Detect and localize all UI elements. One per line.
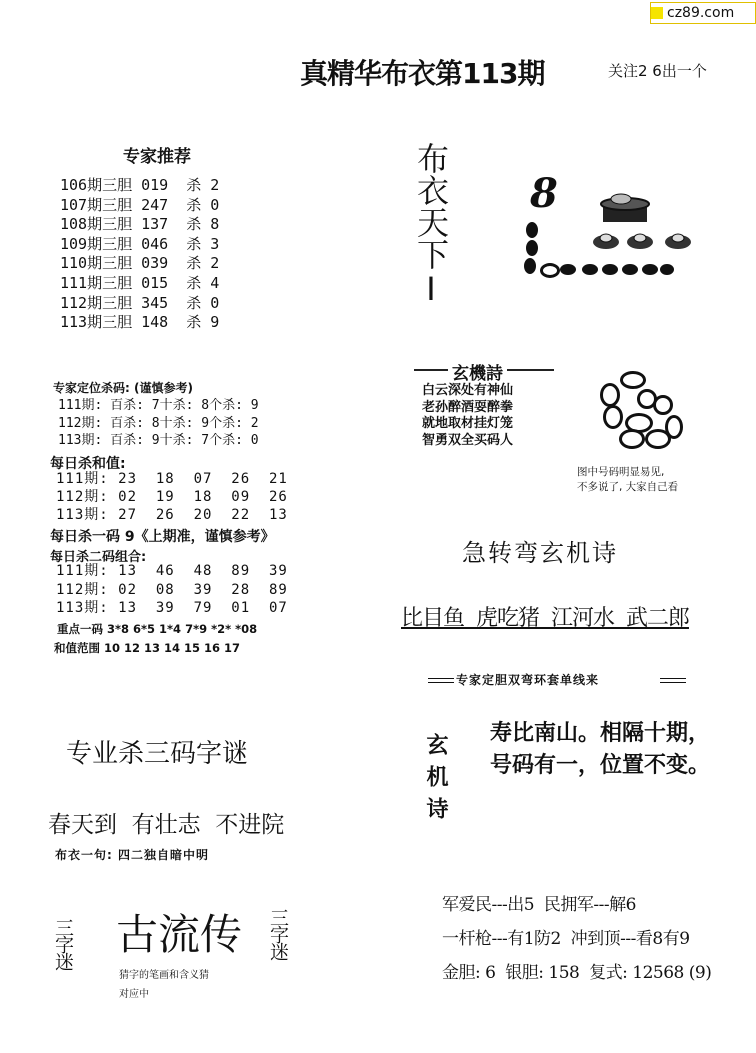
- recommend-row: 111期三胆 015 杀 4: [60, 273, 220, 292]
- digit-eight-icon: 8: [530, 170, 558, 217]
- poem-line: 白云深处有神仙: [422, 383, 514, 398]
- lantern-puzzle-image: [595, 365, 695, 455]
- xuanji-line: 寿比南山。相隔十期，: [490, 721, 711, 746]
- riddle-hint-2: 对应中: [119, 989, 149, 1000]
- logo-square-icon: [651, 7, 663, 19]
- sum-kill-list: [56, 470, 288, 524]
- final-line: 军爱民---出5 民拥军---解6: [442, 895, 636, 915]
- watermark-logo: [650, 2, 756, 24]
- sum-kill-row: 112期: 02 19 18 09 26: [56, 489, 288, 505]
- sum-kill-heading: 每日杀和值:: [50, 456, 126, 472]
- xuanji-line: 号码有一，位置不变。: [490, 753, 711, 778]
- image-caption: [577, 465, 678, 495]
- banner-rule-right: [660, 678, 686, 683]
- xuanji-lines: [490, 718, 710, 782]
- poem-title: 玄機詩: [448, 359, 507, 384]
- three-char-label-left: 三字迷: [52, 918, 74, 969]
- buyi-tianxia-label: 布衣天下I: [412, 142, 450, 308]
- poem-lines: [422, 383, 513, 449]
- gold-ingot-icon: [590, 228, 700, 252]
- expert-banner: 专家定胆双弯环套单线来: [456, 673, 600, 687]
- position-kill-row: 111期: 百杀: 7十杀: 8个杀: 9: [58, 398, 259, 413]
- position-kill-row: 112期: 百杀: 8十杀: 9个杀: 2: [58, 415, 259, 431]
- focus-note: 关注2 6出一个: [608, 62, 707, 80]
- final-line: 金胆: 6 银胆: 158 复式: 12568 (9): [442, 963, 712, 983]
- recommend-row: 107期三胆 247 杀 0: [60, 195, 220, 214]
- sum-kill-row: 111期: 23 18 07 26 21: [56, 471, 288, 487]
- buyi-sentence: 布衣一句: 四二独自暗中明: [55, 848, 209, 862]
- caption-line: 不多说了, 大家自己看: [577, 481, 679, 493]
- three-char-riddle: 古流传: [116, 910, 243, 959]
- sum-range: 和值范围 10 12 13 14 15 16 17: [54, 641, 241, 655]
- riddle-hint: 猜字的笔画和含义猜: [119, 970, 209, 981]
- key-code: 重点一码 3*8 6*5 1*4 7*9 *2* *08: [57, 622, 258, 636]
- recommend-row: 110期三胆 039 杀 2: [60, 254, 220, 273]
- page-title: 真精华布衣第113期: [300, 57, 545, 90]
- position-kill-list: [58, 397, 259, 450]
- sharp-turn-title: 急转弯玄机诗: [462, 539, 618, 567]
- three-char-label-right: 三字迷: [267, 908, 289, 959]
- xuanji-label: 玄机诗: [423, 733, 448, 829]
- sum-kill-row: 113期: 27 26 20 22 13: [56, 507, 288, 523]
- recommend-row: 108期三胆 137 杀 8: [60, 215, 220, 234]
- sharp-turn-text: 比目鱼 虎吃猪 江河水 武二郎: [401, 606, 689, 631]
- expert-recommend-list: [60, 176, 219, 333]
- recommend-row: 109期三胆 046 杀 3: [60, 234, 220, 253]
- two-code-row: 112期: 02 08 39 28 89: [56, 581, 288, 598]
- expert-recommend-heading: 专家推荐: [123, 147, 191, 167]
- recommend-row: 106期三胆 019 杀 2: [60, 176, 220, 194]
- position-kill-heading: 专家定位杀码: (谨慎参考): [53, 381, 193, 395]
- two-code-kill-heading: 每日杀二码组合:: [50, 550, 147, 565]
- treasure-basket-icon: [595, 190, 655, 226]
- two-code-row: 111期: 13 46 48 89 39: [56, 563, 288, 579]
- poem-line: 就地取材挂灯笼: [422, 416, 514, 431]
- position-kill-row: 113期: 百杀: 9十杀: 7个杀: 0: [58, 433, 259, 448]
- two-code-row: 113期: 13 39 79 01 07: [56, 600, 288, 616]
- two-code-kill-list: [56, 562, 288, 618]
- recommend-row: 113期三胆 148 杀 9: [60, 313, 220, 332]
- riddle-title: 专业杀三码字谜: [66, 739, 249, 769]
- one-code-kill: 每日杀一码 9《上期准，谨慎参考》: [50, 529, 275, 545]
- final-lines: [442, 888, 711, 990]
- poem-line: 老孙醉酒耍醉拳: [422, 399, 514, 415]
- final-line: 一杆枪---有1防2 冲到顶---看8有9: [442, 929, 690, 949]
- watermark-text: cz89.com: [667, 5, 735, 21]
- recommend-row: 112期三胆 345 杀 0: [60, 293, 220, 312]
- poem-box: [410, 357, 548, 469]
- banner-rule-left: [428, 678, 454, 683]
- riddle-text: 春天到 有壮志 不进院: [48, 812, 285, 838]
- poem-line: 智勇双全买码人: [422, 432, 514, 448]
- caption-line: 图中号码明显易见,: [577, 466, 665, 478]
- number-puzzle-image: [510, 170, 700, 285]
